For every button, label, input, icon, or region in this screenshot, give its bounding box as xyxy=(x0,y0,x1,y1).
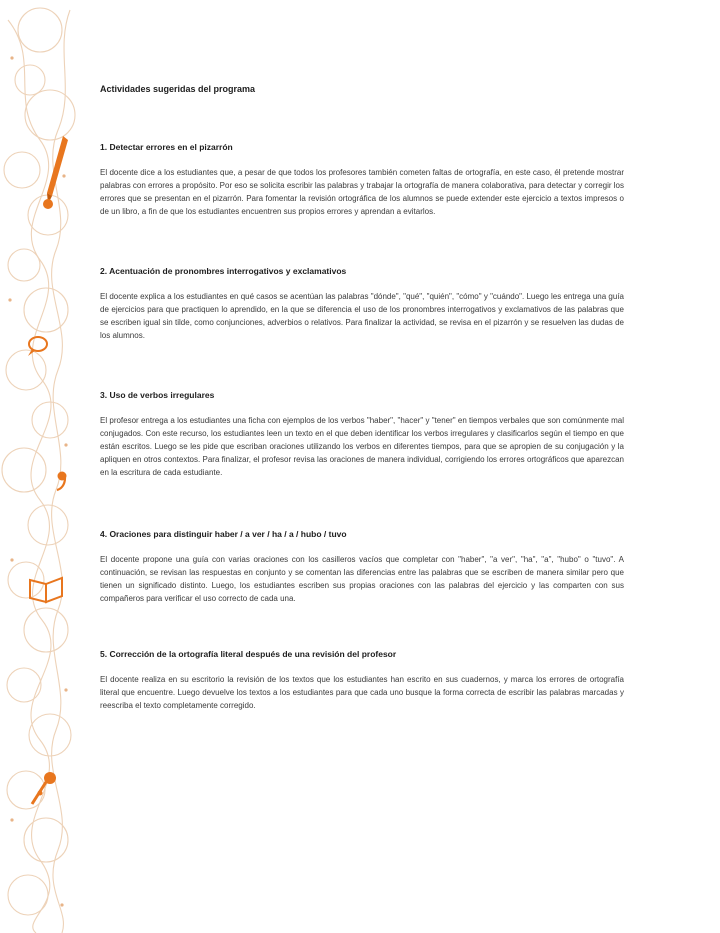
document-body xyxy=(100,84,624,712)
section-body: El docente dice a los estudiantes que, a pesar de que todos los profesores también cometen faltas de ortografía, en este caso, él pretende mostrar palabras con errores a propósito. Por eso se solicita escribir las palabras y trabajar la ortografía de manera colaborativa, para detectar y corregir los errores que se presentan en el pizarrón. Para fomentar la revisión ortográfica de los alumnos se puede extender este ejercicio a textos impresos o de un libro, a fin de que los estudiantes encuentren sus propios errores y aprendan a evitarlos. xyxy=(100,168,624,216)
section-heading: 1. Detectar errores en el pizarrón xyxy=(100,142,233,152)
section-body: El profesor entrega a los estudiantes una ficha con ejemplos de los verbos "haber", "hacer" y "tener" en tiempos verbales que son comúnmente mal conjugados. Con este recurso, los estudiantes leen un texto en el que deben identificar los verbos irregulares y clasificarlos según el tiempo en que están escritos. Luego se les pide que escriban oraciones utilizando los verbos en diferentes tiempos, para que se apropien de su conjugación y la apliquen en otros contextos. Para finalizar, el profesor revisa las oraciones de manera individual, corrigiendo los errores ortográficos que aparezcan en la escritura de cada estudiante. xyxy=(100,416,624,477)
pencil-icon xyxy=(43,136,68,209)
section-heading: 2. Acentuación de pronombres interrogativos y exclamativos xyxy=(100,266,347,276)
section-oraciones-haber xyxy=(100,529,624,605)
section-verbos-irregulares xyxy=(100,390,624,479)
section-heading: 5. Corrección de la ortografía literal después de una revisión del profesor xyxy=(100,649,397,659)
section-heading: 4. Oraciones para distinguir haber / a ver / ha / a / hubo / tuvo xyxy=(100,529,347,539)
section-body: El docente realiza en su escritorio la revisión de los textos que los estudiantes han escrito en sus cuadernos, y marca los errores de ortografía literal que encuentre. Luego devuelve los textos a los estudiantes para que cada uno busque la forma correcta de escribir las palabras marcadas y reescriba el texto completamente corregido. xyxy=(100,675,624,710)
section-heading: 3. Uso de verbos irregulares xyxy=(100,390,215,400)
section-body: El docente explica a los estudiantes en qué casos se acentúan las palabras "dónde", "qué", "quién", "cómo" y "cuándo". Luego les entrega una guía de ejercicios para que practiquen lo aprendido, en la que se diferencia el uso de los pronombres interrogativos y exclamativos de las palabras que se escriben igual sin tilde, como conjunciones, adverbios o relativos. Para finalizar la actividad, se revisa en el pizarrón y se resuelven las dudas de los alumnos. xyxy=(100,292,624,340)
microphone-icon xyxy=(32,772,56,804)
section-body: El docente propone una guía con varias oraciones con los casilleros vacíos que completar con "haber", "a ver", "ha", "a", "hubo" o "tuvo". A continuación, se revisan las respuestas en conjunto y se comentan las diferencias entre las palabras que se escriben de manera similar pero que tienen un significado distinto. Luego, los estudiantes escriben sus propias oraciones con las palabras del ejercicio y las comparten con sus compañeros para verificar el uso correcto de cada una. xyxy=(100,555,624,603)
book-icon xyxy=(30,578,62,602)
document-title: Actividades sugeridas del programa xyxy=(100,84,256,94)
section-acentuacion xyxy=(100,266,624,342)
decorative-border xyxy=(0,0,80,933)
section-correccion-ortografia xyxy=(100,649,624,712)
section-detectar-errores xyxy=(100,142,624,218)
